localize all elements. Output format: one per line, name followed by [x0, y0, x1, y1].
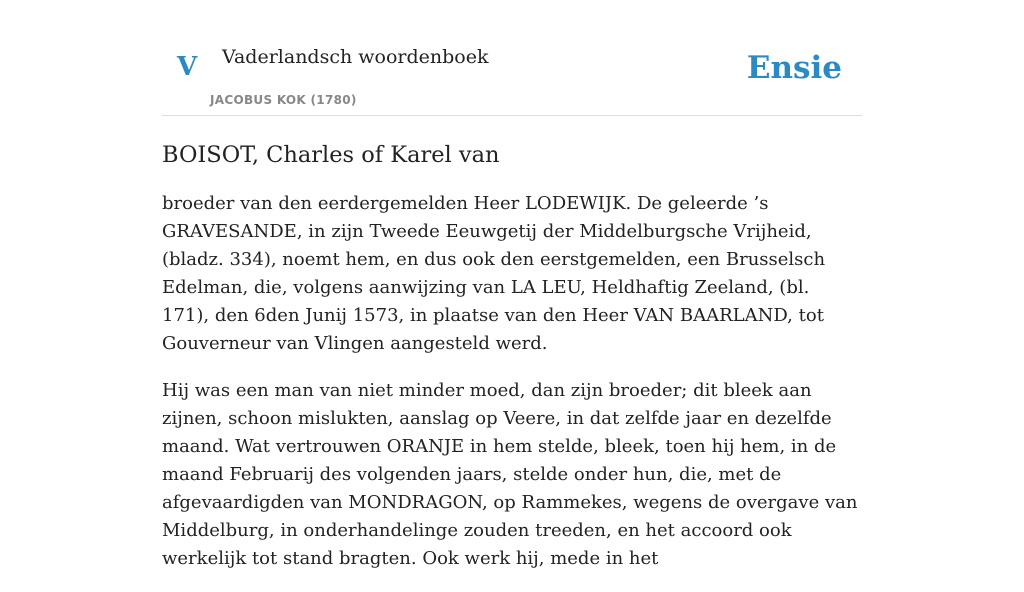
entry-title: BOISOT, Charles of Karel van [162, 142, 500, 168]
book-title-link[interactable]: Vaderlandsch woordenboek [222, 46, 489, 68]
entry-paragraph: broeder van den eerdergemelden Heer LODEWIJK. De geleerde ’s GRAVESANDE, in zijn Tweede Eeuwgetij der Middelburgsche Vrijheid, (bladz. 334), noemt hem, en dus ook den eerstgemelden, een Brusselsch Edelman, die, volgens aanwijzing van LA LEU, Heldhaftig Zeeland, (bl. 171), den 6den Junij 1573, in plaatse van den Heer VAN BAARLAND, tot Gouverneur van Vlingen aangesteld werd. [162, 193, 826, 354]
site-logo[interactable]: Ensie [746, 50, 842, 86]
entry-paragraph: Hij was een man van niet minder moed, dan zijn broeder; dit bleek aan zijnen, schoon mislukten, aanslag op Veere, in dat zelfde jaar en dezelfde maand. Wat vertrouwen ORANJE in hem stelde, bleek, toen hij hem, in de maand Februarij des volgenden jaars, stelde onder hun, die, met de afgevaardigden van MONDRAGON, op Rammekes, wegens de overgave van Middelburg, in onderhandelinge zouden treeden, en het accoord ook werkelijk tot stand bragten. Ook werk hij, mede in het [162, 380, 858, 569]
entry-article [162, 138, 862, 592]
book-header [162, 40, 862, 116]
book-letter-badge[interactable]: V [177, 52, 198, 82]
book-author: JACOBUS KOK (1780) [210, 93, 357, 107]
entry-body [162, 190, 862, 573]
